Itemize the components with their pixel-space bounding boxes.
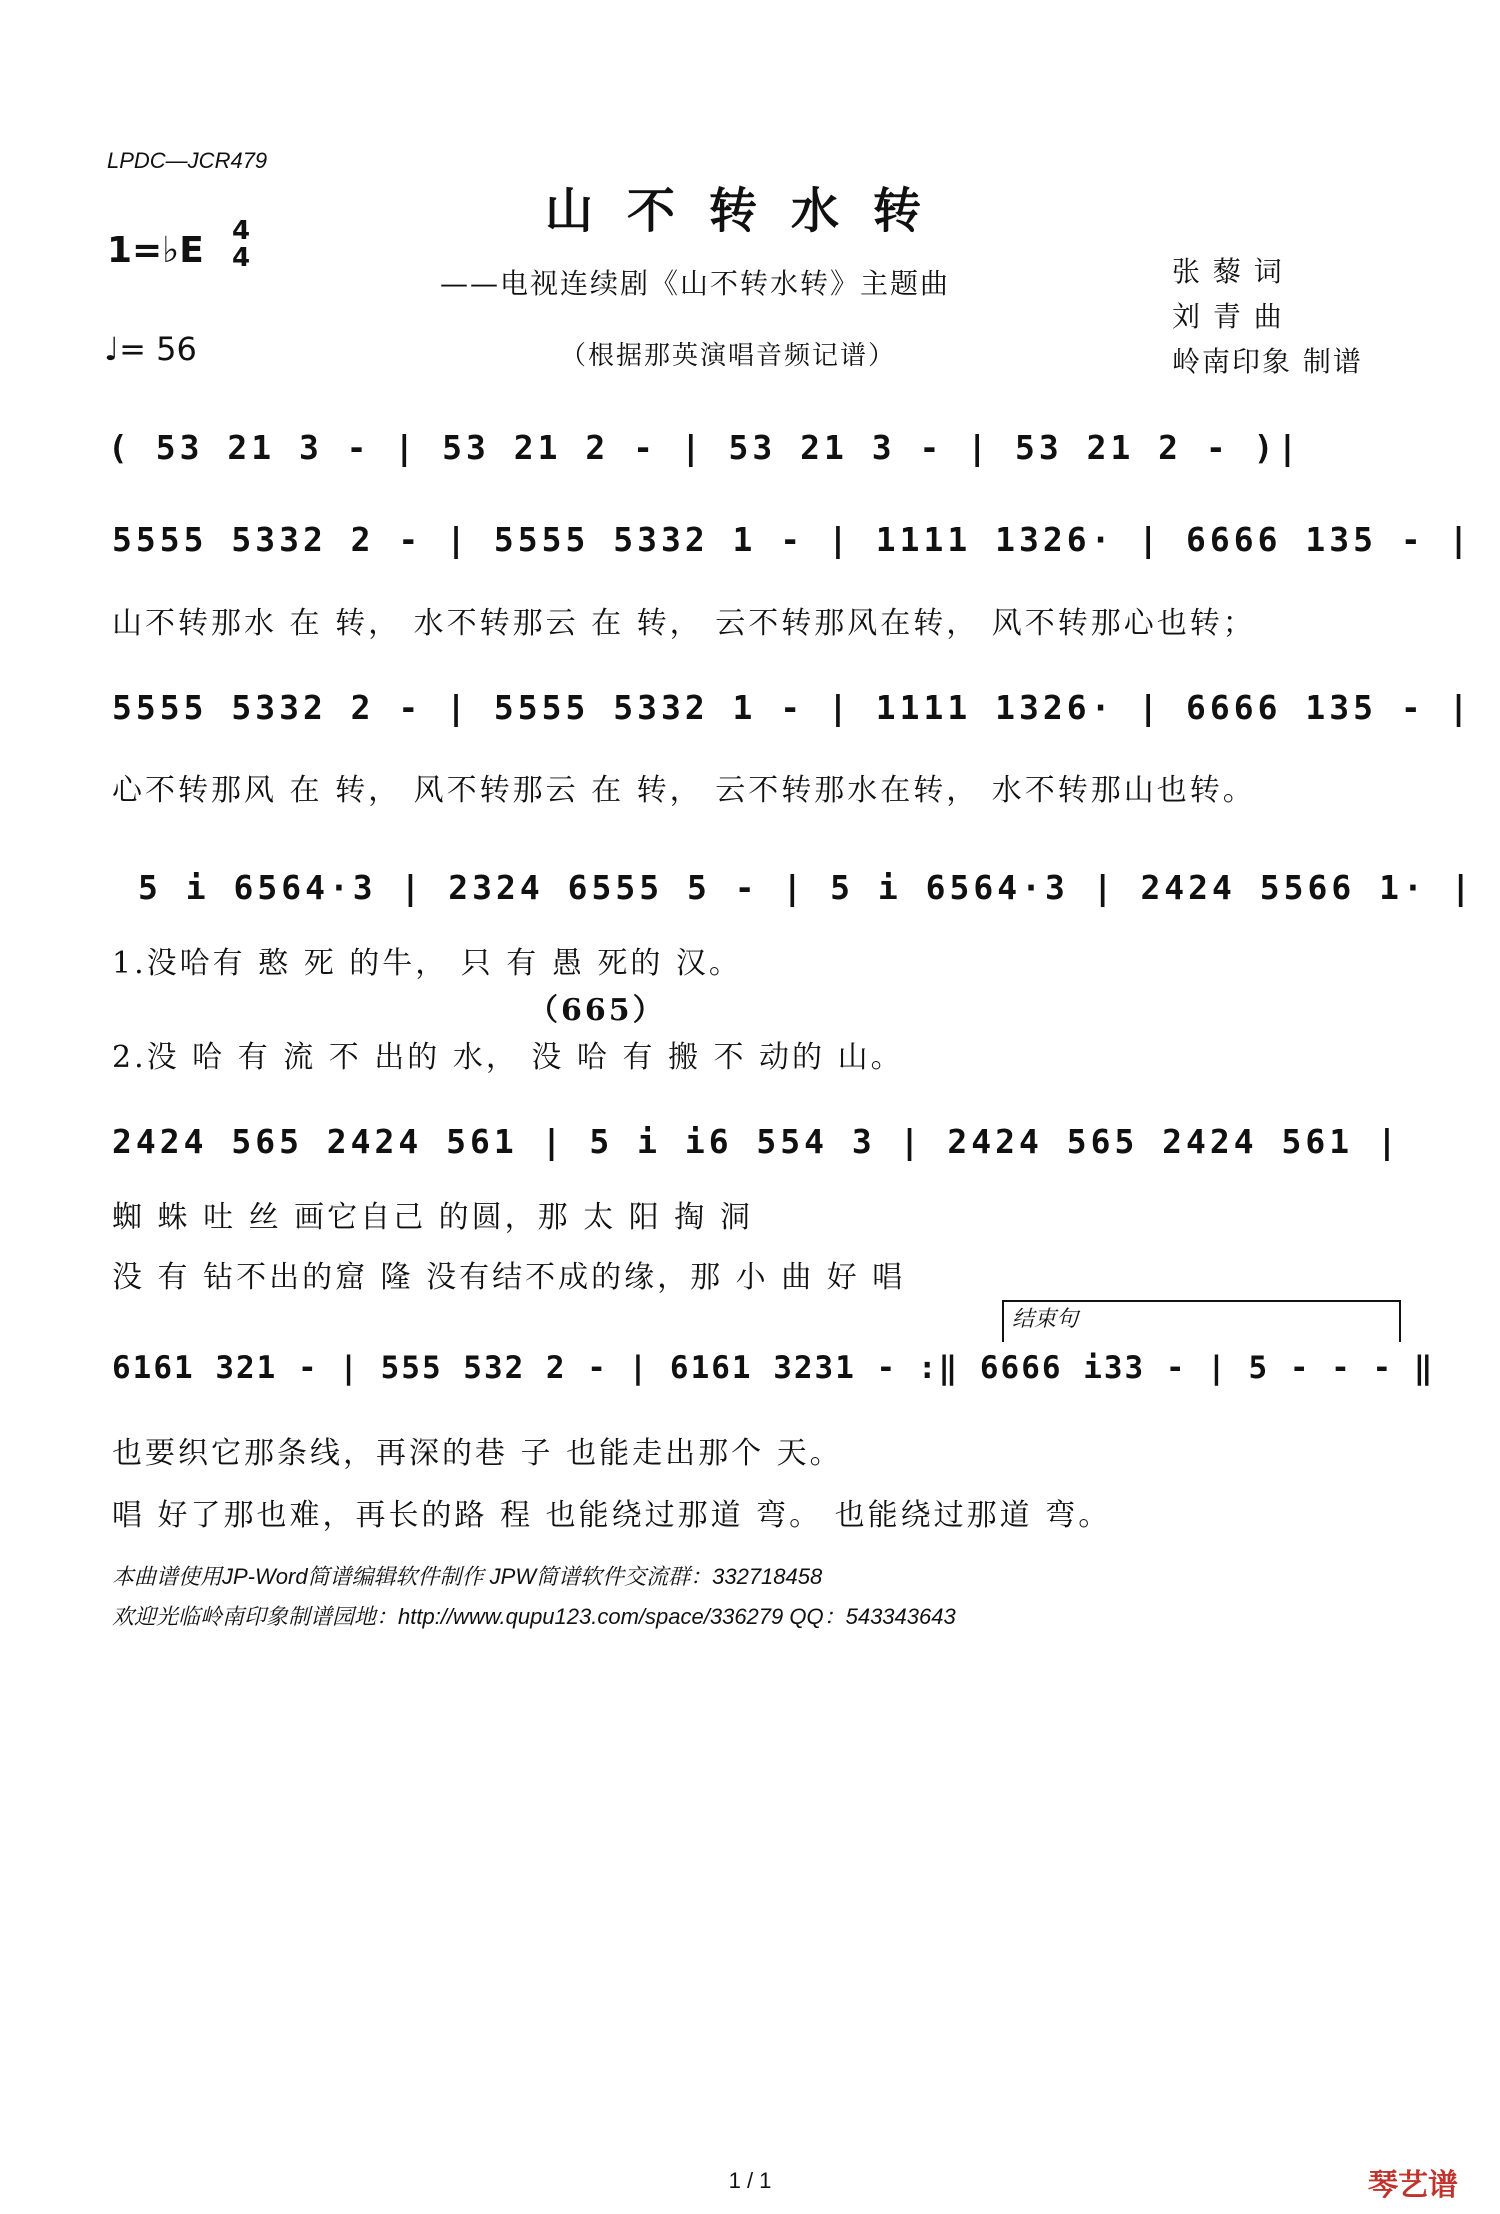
time-signature-bottom: 4 (232, 243, 251, 273)
song-title: 山不转水转 (544, 183, 955, 239)
footer-software-note: 本曲谱使用JP-Word简谱编辑软件制作 JPW简谱软件交流群：332718458 (112, 1564, 823, 1589)
notation-system-5: 2424 565 2424 561 | 5 i i6 554 3 | 2424 565 2424 561 | (112, 1122, 1401, 1161)
notation-system-2: 5555 5332 2 - | 5555 5332 1 - | 1111 1326· | 6666 135 - | (112, 520, 1473, 559)
lyrics-line-3: 心不转那风 在 转， 风不转那云 在 转， 云不转那水在转， 水不转那山也转。 (112, 773, 1256, 808)
notation-system-6: 6161 321 - | 555 532 2 - | 6161 3231 - :‖ 6666 i33 - | 5 - - - ‖ (112, 1350, 1435, 1386)
lyrics-line-5b: 没 有 钻不出的窟 隆 没有结不成的缘，那 小 曲 好 唱 (112, 1260, 906, 1295)
variant-notes: （665） (528, 993, 666, 1028)
score-code: LPDC—JCR479 (107, 148, 268, 173)
lyrics-line-6b: 唱 好了那也难，再长的路 程 也能绕过那道 弯。 也能绕过那道 弯。 (112, 1498, 1112, 1533)
transcription-source: （根据那英演唱音频记谱） (560, 341, 897, 371)
lyrics-verse-1: 1.没哈有 憨 死 的牛， 只 有 愚 死的 汉。 (112, 946, 742, 981)
time-signature (232, 218, 250, 272)
lyrics-line-2: 山不转那水 在 转， 水不转那云 在 转， 云不转那风在转， 风不转那心也转； (112, 606, 1256, 641)
arranger-credit: 岭南印象 制谱 (1172, 345, 1363, 378)
notation-system-1: ( 53 21 3 - | 53 21 2 - | 53 21 3 - | 53 21 2 - )| (108, 428, 1302, 467)
ending-label: 结束句 (1012, 1307, 1079, 1332)
lyrics-line-6a: 也要织它那条线，再深的巷 子 也能走出那个 天。 (112, 1436, 843, 1471)
tempo-marking: ♩= 56 (104, 330, 197, 368)
time-signature-top: 4 (232, 216, 251, 246)
lyricist-credit: 张 藜 词 (1172, 255, 1284, 288)
lyrics-verse-2: 2.没 哈 有 流 不 出的 水， 没 哈 有 搬 不 动的 山。 (112, 1040, 904, 1075)
key-signature: 1=♭E (107, 230, 204, 271)
notation-system-3: 5555 5332 2 - | 5555 5332 1 - | 1111 1326· | 6666 135 - | (112, 688, 1473, 727)
composer-credit: 刘 青 曲 (1172, 300, 1284, 333)
lyrics-line-5a: 蜘 蛛 吐 丝 画它自己 的圆，那 太 阳 掏 洞 (112, 1200, 753, 1235)
notation-system-4: 5 i 6564·3 | 2324 6555 5 - | 5 i 6564·3 | 2424 5566 1· | (138, 868, 1475, 907)
song-subtitle: ——电视连续剧《山不转水转》主题曲 (440, 267, 951, 300)
site-logo: 琴艺谱 (1368, 2168, 1458, 2203)
footer-website-note: 欢迎光临岭南印象制谱园地：http://www.qupu123.com/space/336279 QQ：543343643 (112, 1604, 956, 1629)
page-number: 1 / 1 (728, 2168, 772, 2193)
